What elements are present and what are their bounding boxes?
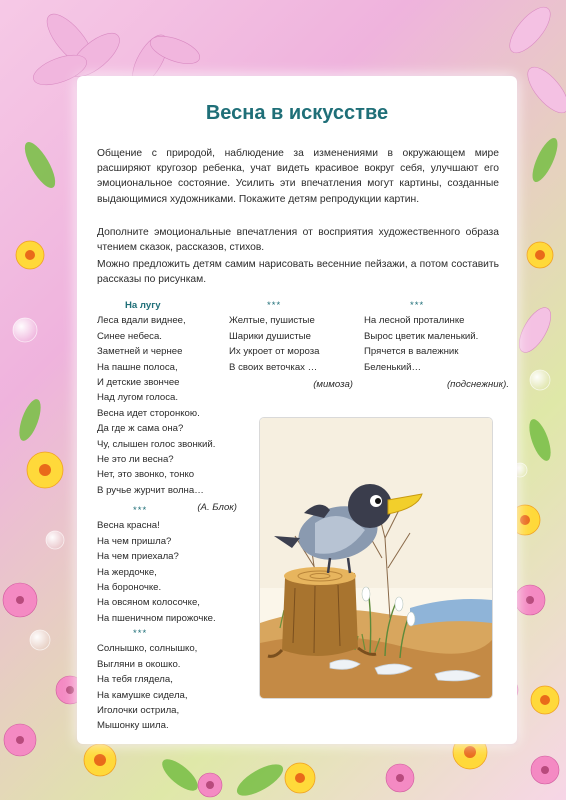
- crow-on-stump-illustration: [260, 418, 492, 698]
- poem-line: На жердочке,: [97, 566, 157, 578]
- poem-line: Их укроет от мороза: [229, 346, 320, 358]
- poem-line: В ручье журчит волна…: [97, 484, 204, 496]
- poem-line: На чем приехала?: [97, 551, 179, 563]
- poem-solnyshko: [97, 626, 247, 734]
- poem-heading: ***: [267, 300, 282, 311]
- poem-heading: На лугу: [125, 300, 161, 311]
- poem-line: Желтые, пушистые: [229, 315, 315, 327]
- poem-line: Да где ж сама она?: [97, 423, 184, 435]
- poem-line: Весна идет сторонкою.: [97, 407, 200, 419]
- poem-line: Не это ли весна?: [97, 454, 174, 466]
- poem-line: Иголочки острила,: [97, 705, 180, 717]
- poem-heading: ***: [133, 505, 148, 516]
- crow-illustration-svg: [260, 418, 492, 698]
- poem-line: Шарики душистые: [229, 330, 311, 342]
- poem-line: На тебя глядела,: [97, 674, 173, 686]
- poem-line: Заметней и чернее: [97, 346, 183, 358]
- poem-attribution: (мимоза): [313, 379, 353, 391]
- poem-line: Беленький…: [364, 361, 422, 373]
- poem-line: Нет, это звонко, тонко: [97, 469, 195, 481]
- poem-attribution: (подснежник).: [446, 379, 509, 391]
- poem-attribution: (А. Блок): [197, 502, 237, 514]
- poem-line: И детские звончее: [97, 377, 180, 389]
- poem-line: Леса вдали виднее,: [97, 315, 186, 327]
- poem-line: В своих веточках …: [229, 361, 318, 373]
- intro-paragraph-3: Можно предложить детям самим нарисовать весенние пейзажи, а потом составить рассказы по рисункам.: [97, 259, 499, 286]
- intro-paragraph-1: Общение с природой, наблюдение за изменениями в окружающем мире расширяют кругозор ребенка, учат видеть красивое вокруг себя, улучшают его эмоциональное состояние. Усилить эти впечатления могут картины, созданные выдающимися художниками. Покажите детям репродукции картин.: [97, 148, 499, 205]
- poem-heading: ***: [410, 300, 425, 311]
- poem-line: На пшеничном пирожочке.: [97, 612, 216, 624]
- poem-line: Прячется в валежник: [364, 346, 459, 358]
- poem-line: Вырос цветик маленький.: [364, 330, 479, 342]
- poem-na-lugu: [97, 298, 237, 516]
- poem-line: Солнышко, солнышко,: [97, 643, 198, 655]
- poem-line: На бороночке.: [97, 582, 162, 594]
- poem-line: На пашне полоса,: [97, 361, 178, 373]
- page-title: Весна в искусстве: [205, 102, 389, 124]
- intro-paragraph-2: Дополните эмоциональные впечатления от восприятия художественного образа чтением сказок, рассказов, стихов.: [97, 227, 499, 254]
- poem-line: На чем пришла?: [97, 535, 172, 547]
- poem-heading: ***: [133, 628, 148, 639]
- poem-line: Мышонку шила.: [97, 720, 169, 732]
- poem-line: Весна красна!: [97, 520, 160, 532]
- poem-vesna-krasna: [97, 503, 247, 626]
- poem-line: Синее небеса.: [97, 330, 162, 342]
- poem-line: На овсяном колосочке,: [97, 597, 200, 609]
- content-page: [77, 76, 517, 744]
- poem-mimoza: [229, 298, 353, 392]
- poem-line: На камушке сидела,: [97, 689, 188, 701]
- poem-line: Чу, слышен голос звонкий.: [97, 438, 216, 450]
- poem-line: На лесной проталинке: [364, 315, 465, 327]
- poem-podsnezhnik: [364, 298, 509, 392]
- poem-line: Над лугом голоса.: [97, 392, 179, 404]
- poem-line: Выгляни в окошко.: [97, 658, 181, 670]
